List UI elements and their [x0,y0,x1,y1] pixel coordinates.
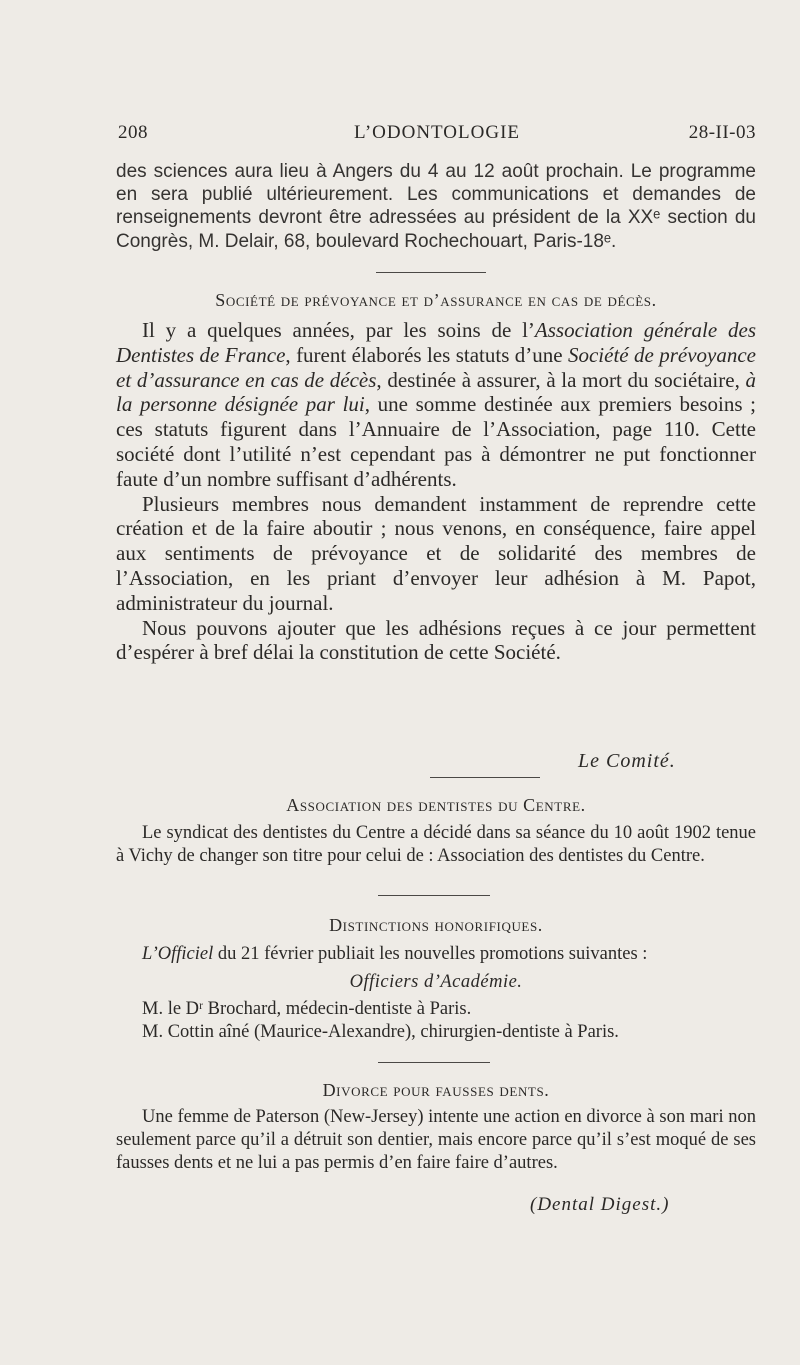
section-divider [378,895,490,896]
text-run: du 21 février publiait les nouvelles promotions suivantes : [213,944,648,964]
distinctions-intro [116,943,756,966]
section-heading-prevoyance: Société de prévoyance et d’assurance en cas de décès. [215,290,657,310]
section-divider [376,272,486,273]
distinction-line-1: M. le Dʳ Brochard, médecin-dentiste à Paris. [142,999,472,1019]
section-divider [430,777,540,778]
italic-text-run: Association générale des Dentistes de France [116,318,756,367]
section-heading-distinctions: Distinctions honorifiques. [329,915,543,935]
prevoyance-paragraph-2: Plusieurs membres nous demandent instamment de reprendre cette création et de la faire aboutir ; nous venons, en conséquence, faire appel aux sentiments de prévoyance et de solidarité des membres de l’Association, en les priant d’envoyer leur adhésion à M. Papot, administrateur du journal. [116,491,756,615]
prevoyance-paragraph-1 [116,318,756,492]
running-header [118,122,756,146]
divorce-paragraph: Une femme de Paterson (New-Jersey) intente une action en divorce à son mari non seulement parce qu’il a détruit son dentier, mais encore parce qu’il s’est moqué de ses fausses dents et ne lui a pas permis d’en faire faire d’autres. [116,1107,756,1173]
divorce-body [116,1106,756,1175]
congress-paragraph-block [116,160,756,253]
prevoyance-paragraph-3: Nous pouvons ajouter que les adhésions reçues à ce jour permettent d’espérer à bref délai la constitution de cette Société. [116,615,756,665]
italic-text-run: Société de prévoyance et d’assurance en cas de décès [116,342,756,392]
centre-body [116,822,756,868]
centre-paragraph: Le syndicat des dentistes du Centre a décidé dans sa séance du 10 août 1902 tenue à Vichy de changer son titre pour celui de : Association des dentistes du Centre. [116,823,756,866]
distinctions-subheading: Officiers d’Académie. [349,972,523,992]
italic-text-run: L’Officiel [142,944,214,964]
distinction-line-2: M. Cottin aîné (Maurice-Alexandre), chirurgien-dentiste à Paris. [142,1022,619,1042]
text-run: , destinée à assurer, à la mort du sociétaire, [376,367,746,392]
text-run: Il y a quelques années, par les soins de l’ [142,318,535,342]
journal-title: L’ODONTOLOGIE [353,122,521,143]
prevoyance-body [116,318,756,665]
signature-le-comite: Le Comité. [578,750,676,772]
section-heading-centre: Association des dentistes du Centre. [286,795,586,815]
section-heading-divorce: Divorce pour fausses dents. [322,1080,550,1100]
text-run: , une somme destinée aux premiers besoins ; ces statuts figurent dans l’Annuaire de l’Association, page 110. Cette société dont l’utilité n’est cependant pas à démontrer ne put fonctionner faute d’un nombre suffisant d’adhérents. [116,392,756,491]
congress-paragraph: des sciences aura lieu à Angers du 4 au 12 août prochain. Le programme en sera publié ultérieurement. Les communications et demandes de renseignements devront être adressées au président de la XXᵉ section du Congrès, M. Delair, 68, boulevard Rochechouart, Paris-18ᵉ. [116,161,756,252]
issue-date: 28-II-03 [688,122,756,143]
section-divider [378,1062,490,1063]
italic-text-run: à la personne désignée par lui [116,367,756,417]
page-number: 208 [118,122,148,143]
source-citation: (Dental Digest.) [530,1194,670,1215]
distinctions-body [116,943,756,1044]
text-run: , furent élaborés les statuts d’une [285,342,568,367]
